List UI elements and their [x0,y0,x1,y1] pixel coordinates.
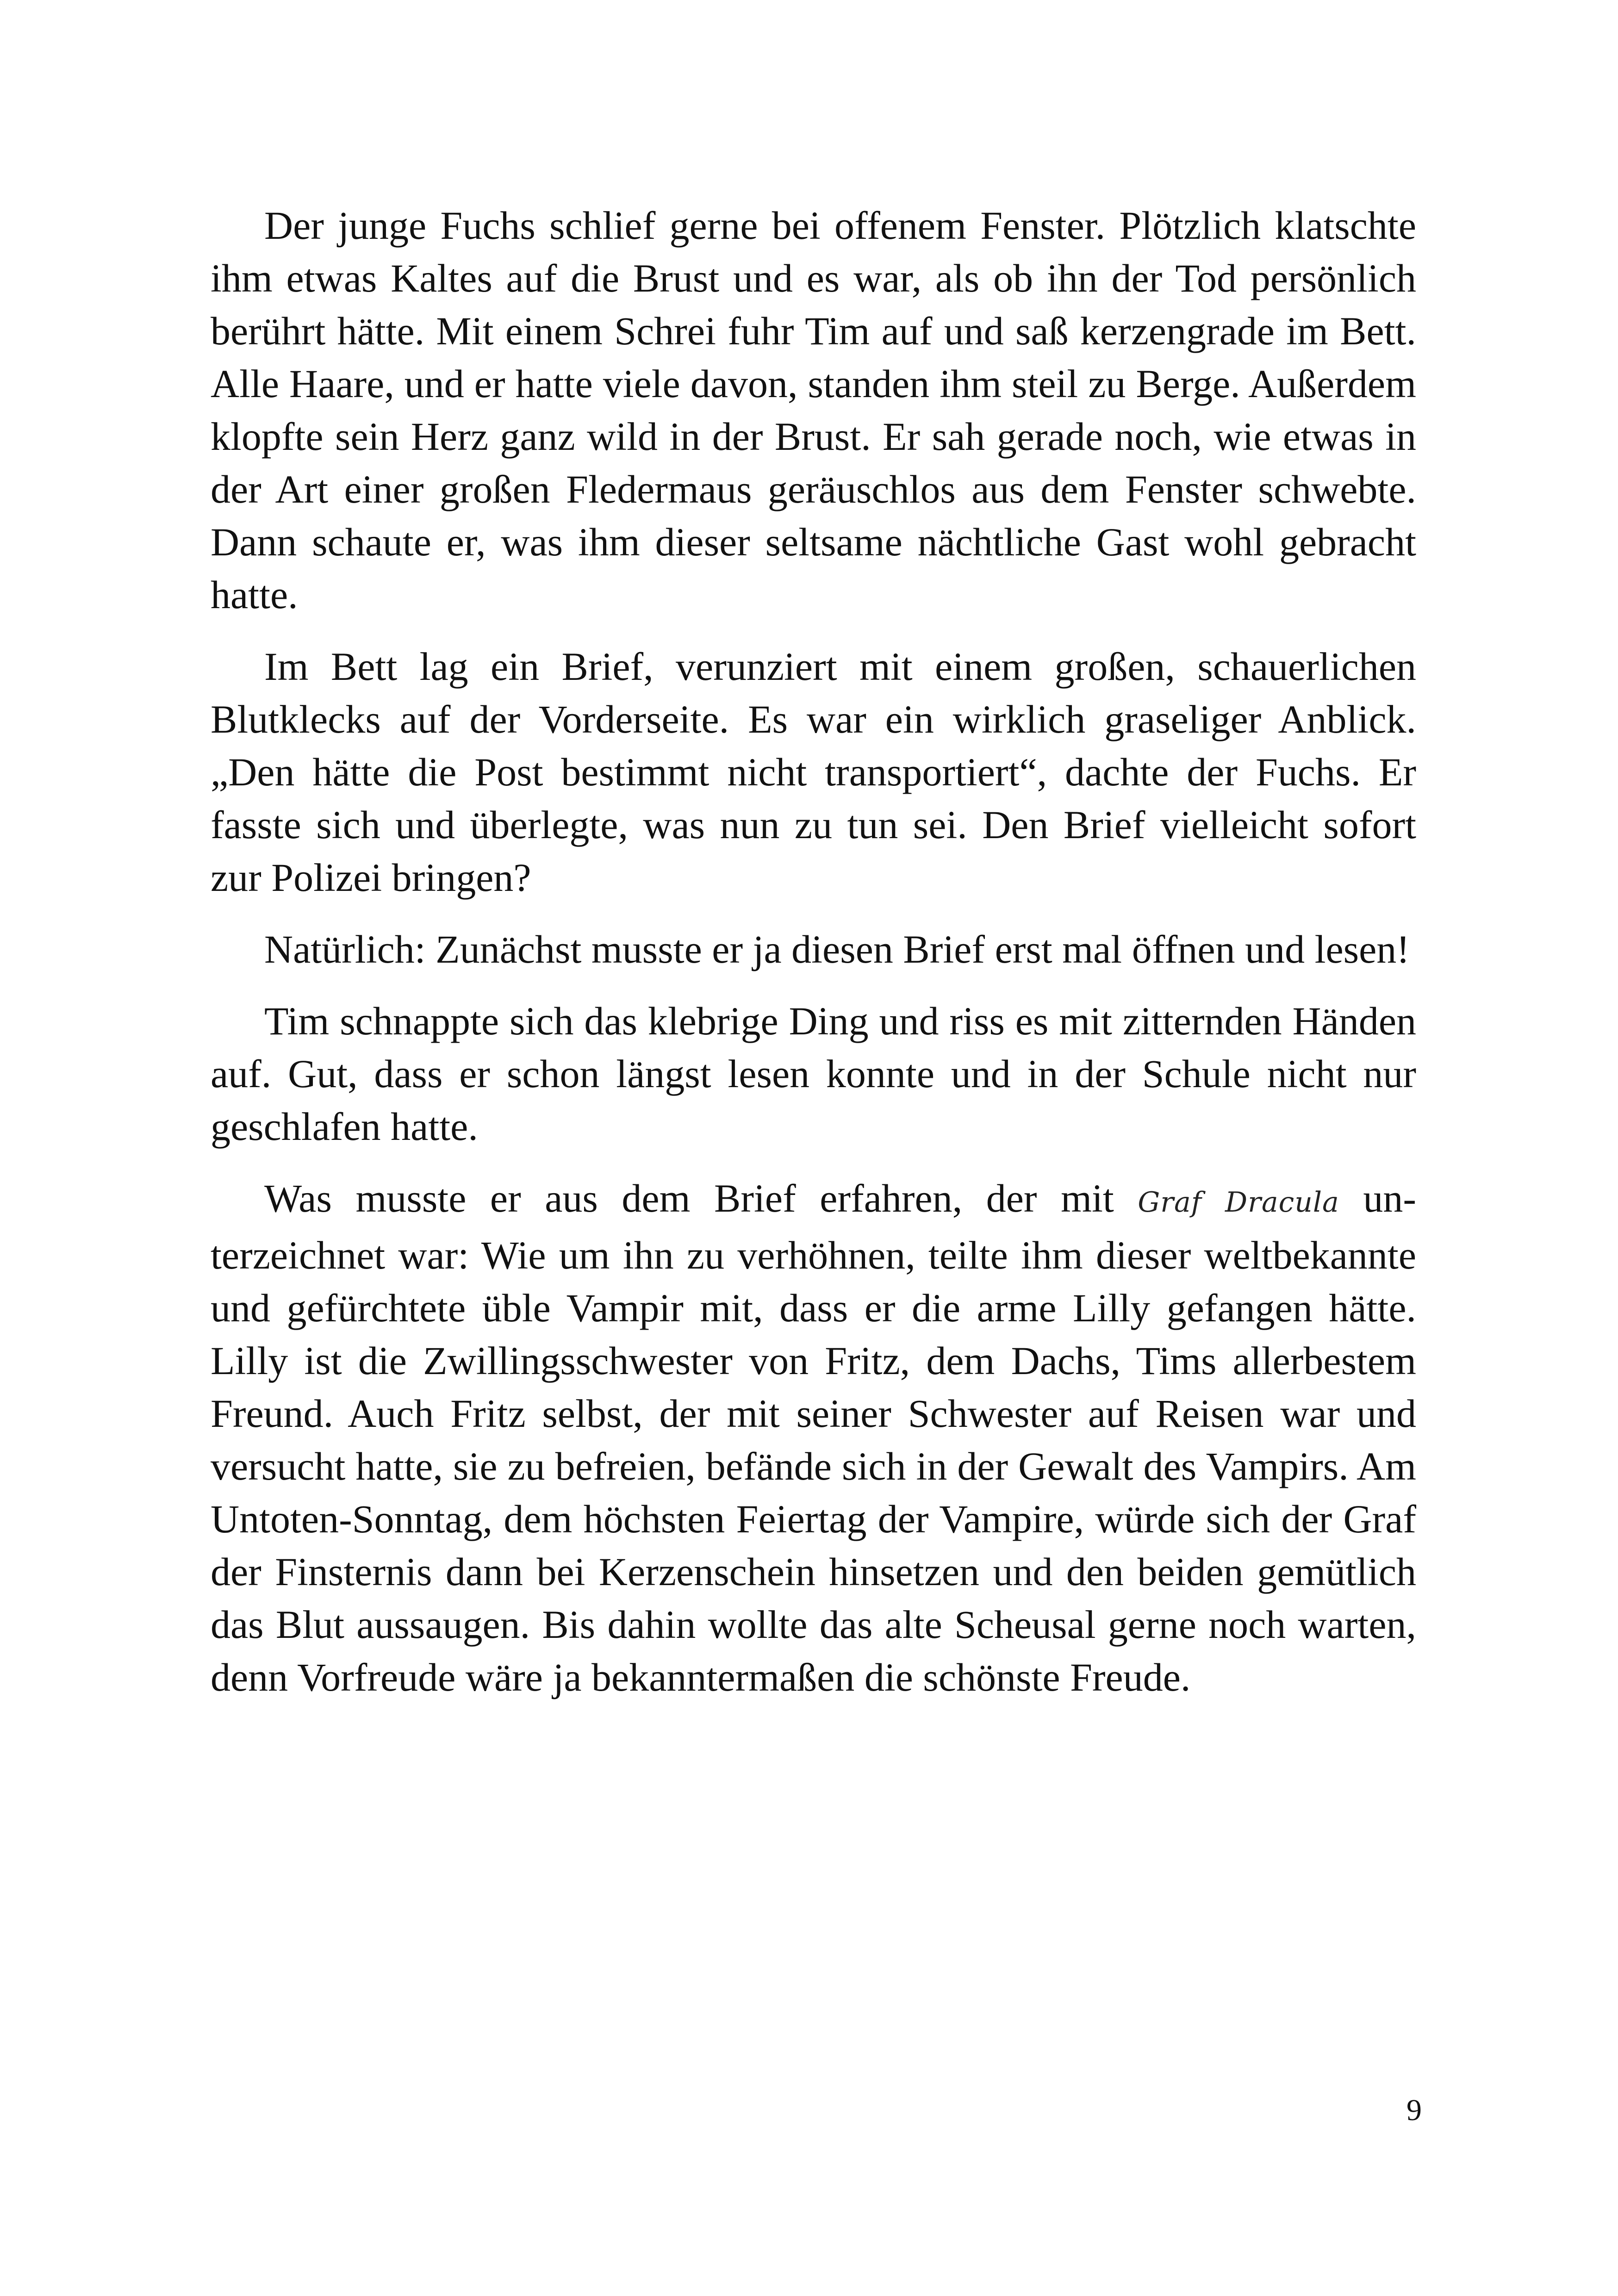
body-text [211,199,1416,1723]
paragraph-5 [211,1172,1416,1704]
page-number: 9 [1406,2093,1422,2127]
paragraph-3: Natürlich: Zunächst musste er ja diesen Brief erst mal öffnen und lesen! [264,927,1410,971]
paragraph-4: Tim schnappte sich das klebrige Ding und riss es mit zitternden Händen auf. Gut, dass er schon längst lesen konnte und in der Schule nicht nur geschlafen hatte. [211,999,1416,1149]
paragraph-2: Im Bett lag ein Brief, verunziert mit einem großen, schauerlichen Blutklecks auf der Vorderseite. Es war ein wirklich graseliger Anblick. „Den hätte die Post bestimmt nicht transportiert“, dachte der Fuchs. Er fasste sich und überlegte, was nun zu tun sei. Den Brief vielleicht sofort zur Polizei bringen? [211,644,1416,900]
paragraph-5-before: Was musste er aus dem Brief erfahren, der mit [264,1176,1138,1220]
paragraph-5-after: unterzeichnet war: Wie um ihn zu verhöhnen, teilte ihm dieser weltbekannte und gefürchtete üble Vampir mit, dass er die arme Lilly gefangen hätte. Lilly ist die Zwillingsschwester von Fritz, dem Dachs, Tims allerbestem Freund. Auch Fritz selbst, der mit seiner Schwester auf Reisen war und versucht hatte, sie zu befreien, befände sich in der Gewalt des Vampirs. Am Untoten-Sonntag, dem höchsten Feiertag der Vampire, würde sich der Graf der Finsternis dann bei Kerzenschein hinsetzen und den beiden gemütlich das Blut aussaugen. Bis dahin wollte das alte Scheusal gerne noch warten, denn Vorfreude wäre ja bekanntermaßen die schönste Freude. [211,1176,1417,1699]
dracula-signature: Graf Dracula [1138,1186,1339,1219]
paragraph-1: Der junge Fuchs schlief gerne bei offenem Fenster. Plötzlich klatschte ihm etwas Kaltes auf die Brust und es war, als ob ihn der Tod persönlich berührt hätte. Mit einem Schrei fuhr Tim auf und saß kerzengrade im Bett. Alle Haare, und er hatte viele davon, standen ihm steil zu Berge. Außerdem klopfte sein Herz ganz wild in der Brust. Er sah gerade noch, wie etwas in der Art einer großen Fledermaus geräuschlos aus dem Fenster schwebte. Dann schaute er, was ihm dieser seltsame nächtliche Gast wohl gebracht hatte. [211,203,1416,617]
